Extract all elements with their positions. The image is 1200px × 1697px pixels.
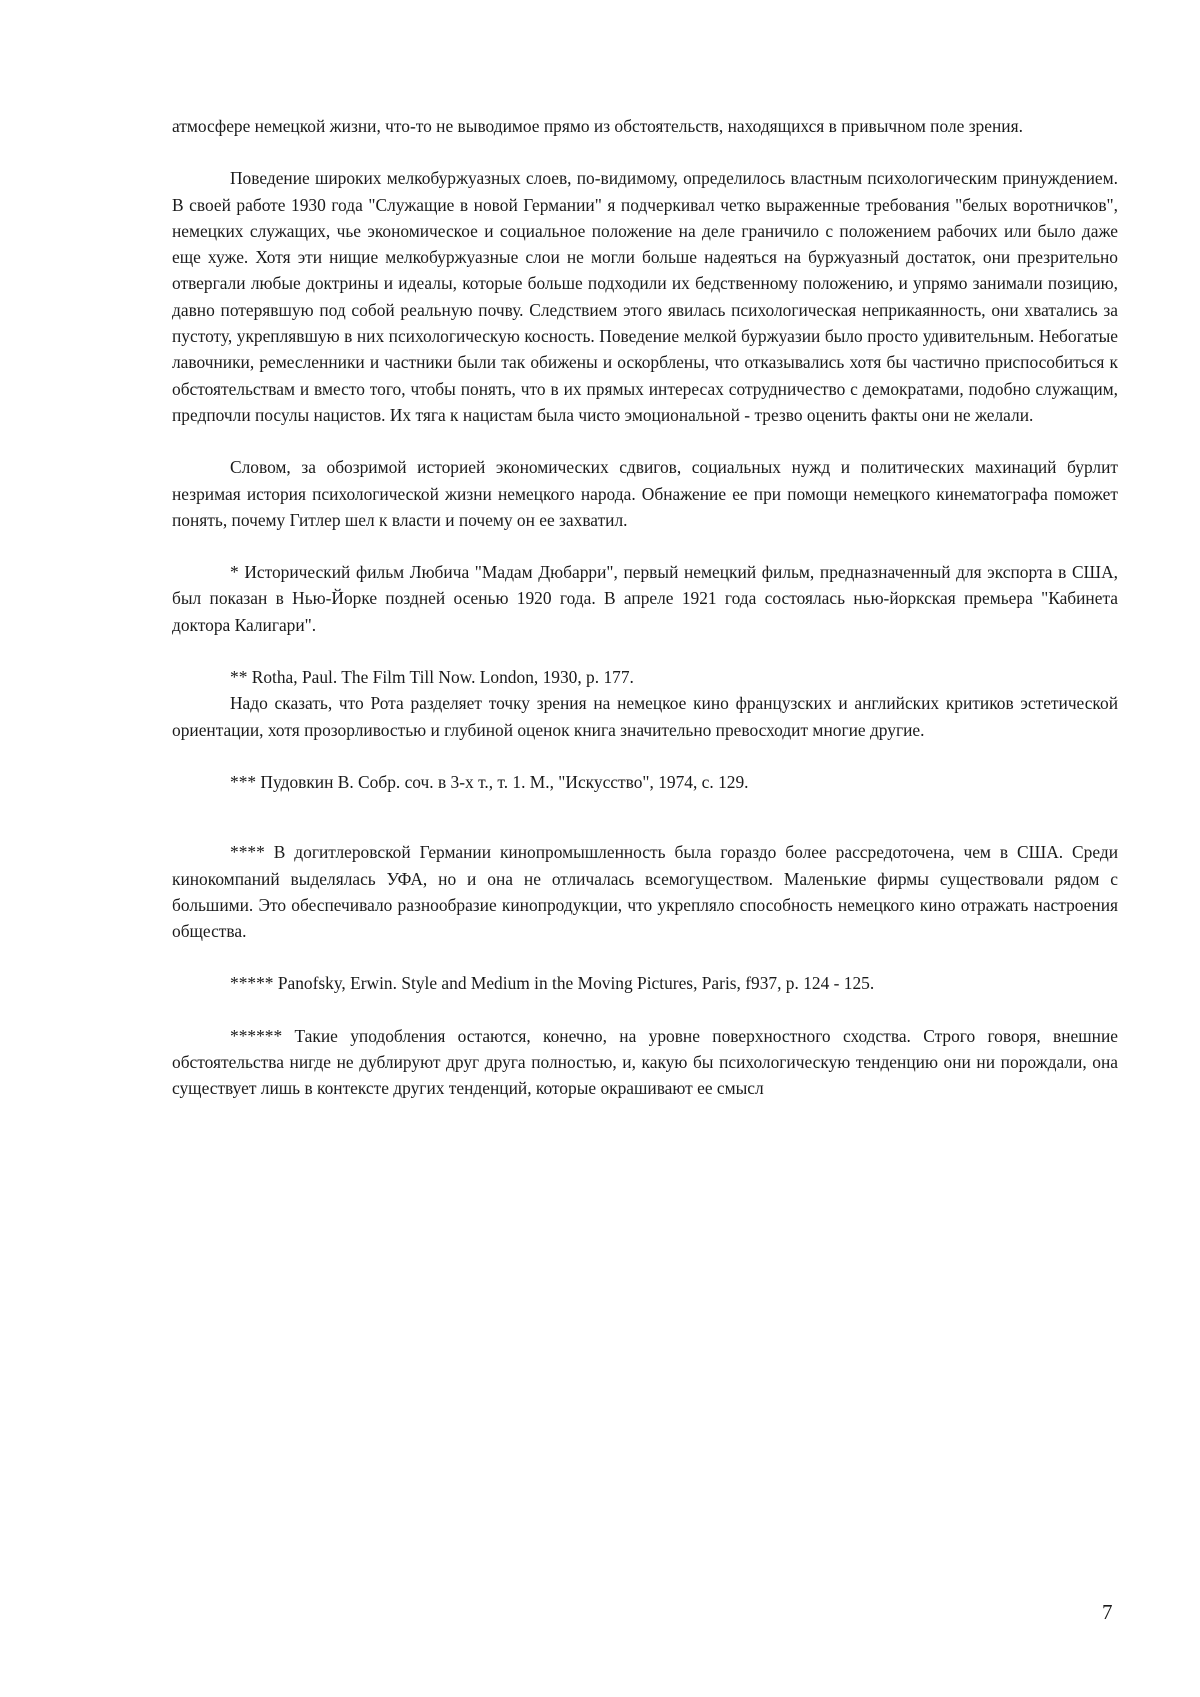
page-number: 7 — [1102, 1600, 1113, 1624]
footnote-4: **** В догитлеровской Германии кинопромышленность была гораздо более рассредоточена, чем в США. Среди кинокомпаний выделялась УФА, но и она не отличалась всемогуществом. Маленькие фирмы существовали рядом с большими. Это обеспечивало разнообразие кинопродукции, что укрепляло способность немецкого кино отражать настроения общества. — [172, 842, 1118, 942]
paragraph-continuation: атмосфере немецкой жизни, что-то не выводимое прямо из обстоятельств, находящихся в привычном поле зрения. — [172, 116, 1023, 136]
footnote-6: ****** Такие уподобления остаются, конечно, на уровне поверхностного сходства. Строго говоря, внешние обстоятельства нигде не дублируют друг друга полностью, и, какую бы психологическую тенденцию они ни порождали, она существует лишь в контексте других тенденций, которые окрашивают ее смысл — [172, 1025, 1118, 1099]
paragraph-petty-bourgeoisie: Поведение широких мелкобуржуазных слоев, по-видимому, определилось властным психологическим принуждением. В своей работе 1930 года "Служащие в новой Германии" я подчеркивал четко выраженные требования "белых воротничков", немецких служащих, чье экономическое и социальное положение на деле граничило с положением рабочих или было даже еще хуже. Хотя эти нищие мелкобуржуазные слои не могли больше надеяться на буржуазный достаток, они презрительно отвергали любые доктрины и идеалы, которые больше подходили их бедственному положению, и упрямо занимали позицию, давно потерявшую под собой реальную почву. Следствием этого явилась психологическая неприкаянность, они хватались за пустоту, укреплявшую в них психологическую косность. Поведение мелкой буржуазии было просто удивительным. Небогатые лавочники, ремесленники и частники были так обижены и оскорблены, что отказывались хотя бы частично приспособиться к обстоятельствам и вместо того, чтобы понять, что в их прямых интересах сотрудничество с демократами, подобно служащим, предпочли посулы нацистов. Их тяга к нацистам была чисто эмоциональной - трезво оценить факты они не желали. — [172, 168, 1118, 425]
footnote-2: ** Rotha, Paul. The Film Till Now. London, 1930, p. 177. — [230, 667, 634, 688]
paragraph-conclusion: Словом, за обозримой историей экономических сдвигов, социальных нужд и политических махинаций бурлит незримая история психологической жизни немецкого народа. Обнажение ее при помощи немецкого кинематографа поможет понять, почему Гитлер шел к власти и почему он ее захватил. — [172, 457, 1118, 530]
footnote-3: *** Пудовкин В. Собр. соч. в 3-х т., т. 1. М., "Искусство", 1974, с. 129. — [230, 771, 749, 792]
document-page — [172, 113, 1118, 1102]
footnote-1: * Исторический фильм Любича "Мадам Дюбарри", первый немецкий фильм, предназначенный для экспорта в США, был показан в Нью-Йорке поздней осенью 1920 года. В апреле 1921 года состоялась нью-йоркская премьера "Кабинета доктора Калигари". — [172, 562, 1118, 635]
footnote-5: ***** Panofsky, Erwin. Style and Medium in the Moving Pictures, Paris, f937, p. 124 - 125. — [230, 973, 875, 994]
footnote-2-comment: Надо сказать, что Рота разделяет точку зрения на немецкое кино французских и английских критиков эстетической ориентации, хотя прозорливостью и глубиной оценок книга значительно превосходит многие другие. — [172, 693, 1118, 740]
